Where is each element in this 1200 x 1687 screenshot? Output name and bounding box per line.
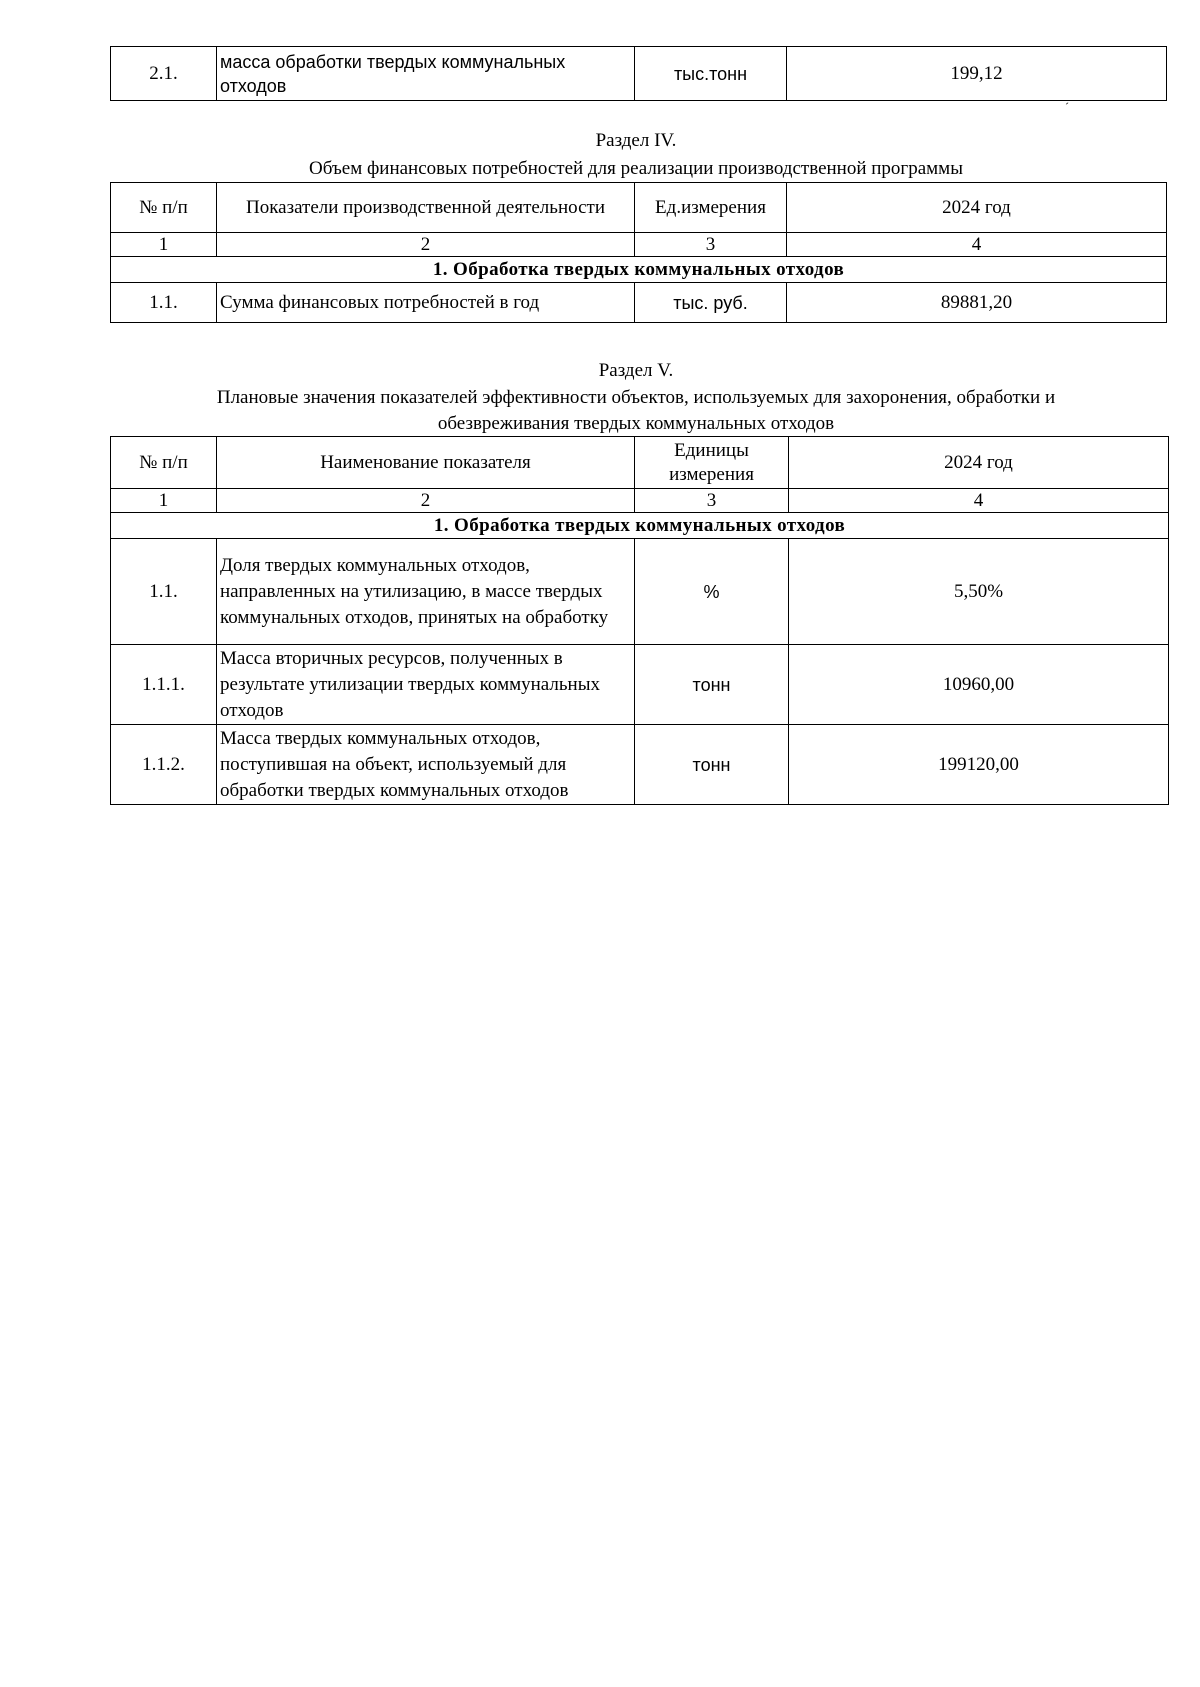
numbering-cell: 2 (217, 233, 635, 257)
group-row (111, 513, 1169, 539)
header-unit: Единицы измерения (635, 437, 789, 489)
row-number: 1.1. (111, 539, 217, 645)
scan-mark: ´ (1065, 100, 1069, 114)
header-unit: Ед.измерения (635, 183, 787, 233)
table-row (111, 539, 1169, 645)
header-indicator: Наименование показателя (217, 437, 635, 489)
section5-table (110, 436, 1169, 805)
continuation-table (110, 46, 1167, 101)
row-number: 1.1.2. (111, 725, 217, 805)
section5-heading: Раздел V. (598, 360, 674, 381)
header-year: 2024 год (789, 437, 1169, 489)
row-name: Сумма финансовых потребностей в год (217, 283, 635, 323)
row-value: 199120,00 (789, 725, 1169, 805)
row-number: 2.1. (111, 47, 217, 101)
row-name: Доля твердых коммунальных отходов, направленных на утилизацию, в массе твердых коммунальных отходов, принятых на обработку (217, 539, 635, 645)
group-row (111, 257, 1167, 283)
row-number: 1.1.1. (111, 645, 217, 725)
group-title: 1. Обработка твердых коммунальных отходов (111, 257, 1167, 283)
row-value: 89881,20 (787, 283, 1167, 323)
row-unit: тонн (635, 645, 789, 725)
numbering-cell: 4 (787, 233, 1167, 257)
row-unit: тыс.тонн (635, 47, 787, 101)
header-number: № п/п (111, 437, 217, 489)
table-row (111, 645, 1169, 725)
numbering-cell: 2 (217, 489, 635, 513)
row-value: 199,12 (787, 47, 1167, 101)
row-name: Масса твердых коммунальных отходов, поступившая на объект, используемый для обработки твердых коммунальных отходов (217, 725, 635, 805)
row-value: 5,50% (789, 539, 1169, 645)
numbering-cell: 1 (111, 489, 217, 513)
section4-title: Объем финансовых потребностей для реализации производственной программы (309, 158, 963, 179)
group-title: 1. Обработка твердых коммунальных отходов (111, 513, 1169, 539)
header-year: 2024 год (787, 183, 1167, 233)
numbering-cell: 4 (789, 489, 1169, 513)
section4-heading: Раздел IV. (595, 130, 677, 151)
table-row (111, 283, 1167, 323)
row-unit: тыс. руб. (635, 283, 787, 323)
numbering-cell: 3 (635, 233, 787, 257)
table-row (111, 47, 1167, 101)
row-value: 10960,00 (789, 645, 1169, 725)
row-unit: % (635, 539, 789, 645)
section5-title-line2: обезвреживания твердых коммунальных отходов (437, 413, 835, 434)
row-unit: тонн (635, 725, 789, 805)
header-indicator: Показатели производственной деятельности (217, 183, 635, 233)
header-number: № п/п (111, 183, 217, 233)
numbering-row (111, 489, 1169, 513)
section4-table (110, 182, 1167, 323)
row-number: 1.1. (111, 283, 217, 323)
row-name: Масса вторичных ресурсов, полученных в результате утилизации твердых коммунальных отходов (217, 645, 635, 725)
table-row (111, 725, 1169, 805)
table-header-row (111, 183, 1167, 233)
numbering-cell: 3 (635, 489, 789, 513)
table-header-row (111, 437, 1169, 489)
section5-title-line1: Плановые значения показателей эффективности объектов, используемых для захоронения, обработки и (216, 387, 1056, 408)
row-name: масса обработки твердых коммунальных отходов (217, 47, 635, 101)
numbering-cell: 1 (111, 233, 217, 257)
numbering-row (111, 233, 1167, 257)
